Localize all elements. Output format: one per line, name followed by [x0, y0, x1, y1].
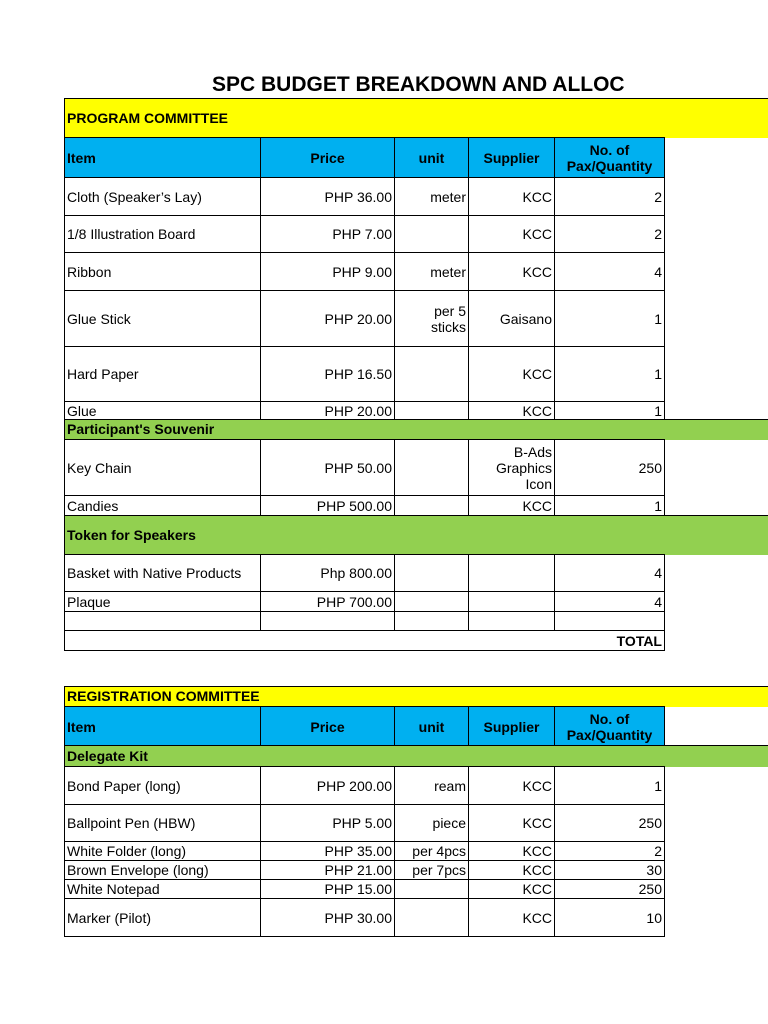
cell-item: Plaque — [65, 592, 261, 612]
cell-supplier: KCC — [469, 899, 555, 937]
souvenir-band — [64, 419, 768, 440]
cell-price: PHP 15.00 — [261, 880, 395, 899]
cell-qty: 30 — [555, 861, 665, 880]
cell-qty: 1 — [555, 767, 665, 805]
cell-price: PHP 200.00 — [261, 767, 395, 805]
cell-supplier: KCC — [469, 216, 555, 253]
cell-qty: 1 — [555, 291, 665, 347]
cell-unit — [395, 440, 469, 496]
cell-qty: 2 — [555, 216, 665, 253]
cell-supplier: KCC — [469, 347, 555, 402]
cell-unit — [395, 555, 469, 592]
token-band — [64, 515, 768, 555]
cell-unit — [395, 899, 469, 937]
table-row — [65, 555, 665, 592]
cell-item: White Notepad — [65, 880, 261, 899]
cell-item: Marker (Pilot) — [65, 899, 261, 937]
cell-item: Ballpoint Pen (HBW) — [65, 805, 261, 842]
cell-supplier: KCC — [469, 861, 555, 880]
header-qty: No. of Pax/Quantity — [555, 707, 665, 747]
cell-price: PHP 700.00 — [261, 592, 395, 612]
cell-unit — [395, 216, 469, 253]
cell-empty — [65, 612, 261, 631]
cell-item: Candies — [65, 496, 261, 516]
table-row — [65, 402, 665, 421]
table-row — [65, 216, 665, 253]
cell-empty — [395, 612, 469, 631]
cell-qty: 250 — [555, 805, 665, 842]
cell-item: Glue — [65, 402, 261, 421]
cell-price: PHP 36.00 — [261, 178, 395, 216]
cell-unit: meter — [395, 253, 469, 291]
program-committee-band — [64, 98, 768, 138]
header-price: Price — [261, 707, 395, 747]
souvenir-label: Participant's Souvenir — [67, 421, 215, 437]
cell-price: Php 800.00 — [261, 555, 395, 592]
cell-empty — [555, 612, 665, 631]
cell-supplier: KCC — [469, 767, 555, 805]
cell-qty: 4 — [555, 253, 665, 291]
cell-item: Key Chain — [65, 440, 261, 496]
cell-price: PHP 30.00 — [261, 899, 395, 937]
cell-item: Hard Paper — [65, 347, 261, 402]
cell-supplier: KCC — [469, 402, 555, 421]
cell-qty: 2 — [555, 842, 665, 861]
cell-unit — [395, 402, 469, 421]
cell-price: PHP 7.00 — [261, 216, 395, 253]
header-price: Price — [261, 138, 395, 178]
cell-price: PHP 20.00 — [261, 402, 395, 421]
table-row — [65, 496, 665, 516]
cell-qty: 1 — [555, 402, 665, 421]
cell-supplier — [469, 592, 555, 612]
table-row — [65, 440, 665, 496]
cell-qty: 250 — [555, 880, 665, 899]
total-label: TOTAL — [65, 631, 665, 651]
total-row — [65, 631, 665, 651]
cell-qty: 2 — [555, 178, 665, 216]
cell-item: Brown Envelope (long) — [65, 861, 261, 880]
header-unit: unit — [395, 707, 469, 747]
cell-qty: 10 — [555, 899, 665, 937]
cell-supplier: KCC — [469, 496, 555, 516]
header-qty: No. of Pax/Quantity — [555, 138, 665, 178]
cell-price: PHP 35.00 — [261, 842, 395, 861]
cell-qty: 4 — [555, 592, 665, 612]
header-row — [65, 707, 665, 747]
token-label: Token for Speakers — [67, 527, 196, 543]
cell-empty — [469, 612, 555, 631]
cell-unit — [395, 496, 469, 516]
registration-table — [64, 766, 665, 937]
cell-supplier: KCC — [469, 842, 555, 861]
cell-unit: per 7pcs — [395, 861, 469, 880]
cell-unit — [395, 347, 469, 402]
cell-supplier — [469, 555, 555, 592]
table-row — [65, 347, 665, 402]
cell-unit: per 5 sticks — [395, 291, 469, 347]
cell-price: PHP 16.50 — [261, 347, 395, 402]
table-row — [65, 178, 665, 216]
cell-supplier: KCC — [469, 805, 555, 842]
token-table — [64, 554, 665, 651]
cell-price: PHP 21.00 — [261, 861, 395, 880]
header-supplier: Supplier — [469, 707, 555, 747]
registration-committee-label: REGISTRATION COMMITTEE — [67, 688, 260, 704]
table-row — [65, 767, 665, 805]
cell-unit: per 4pcs — [395, 842, 469, 861]
cell-item: Cloth (Speaker’s Lay) — [65, 178, 261, 216]
cell-supplier: KCC — [469, 253, 555, 291]
cell-unit — [395, 880, 469, 899]
registration-committee-band — [64, 686, 768, 707]
cell-item: 1/8 Illustration Board — [65, 216, 261, 253]
delegate-kit-band — [64, 745, 768, 767]
cell-empty — [261, 612, 395, 631]
cell-item: Bond Paper (long) — [65, 767, 261, 805]
cell-supplier: KCC — [469, 178, 555, 216]
header-item: Item — [65, 138, 261, 178]
table-row — [65, 842, 665, 861]
cell-price: PHP 50.00 — [261, 440, 395, 496]
cell-price: PHP 500.00 — [261, 496, 395, 516]
header-item: Item — [65, 707, 261, 747]
cell-qty: 250 — [555, 440, 665, 496]
cell-qty: 1 — [555, 496, 665, 516]
cell-item: White Folder (long) — [65, 842, 261, 861]
cell-price: PHP 20.00 — [261, 291, 395, 347]
cell-unit: piece — [395, 805, 469, 842]
table-row — [65, 291, 665, 347]
delegate-kit-label: Delegate Kit — [67, 748, 148, 764]
cell-unit: meter — [395, 178, 469, 216]
table-row — [65, 805, 665, 842]
cell-qty: 4 — [555, 555, 665, 592]
souvenir-table — [64, 439, 665, 516]
table-row — [65, 612, 665, 631]
cell-supplier: Gaisano — [469, 291, 555, 347]
header-supplier: Supplier — [469, 138, 555, 178]
cell-item: Basket with Native Products — [65, 555, 261, 592]
cell-price: PHP 9.00 — [261, 253, 395, 291]
table-row — [65, 861, 665, 880]
header-unit: unit — [395, 138, 469, 178]
cell-price: PHP 5.00 — [261, 805, 395, 842]
table-row — [65, 253, 665, 291]
cell-supplier: KCC — [469, 880, 555, 899]
table-row — [65, 592, 665, 612]
cell-unit — [395, 592, 469, 612]
cell-unit: ream — [395, 767, 469, 805]
cell-supplier: B-Ads Graphics Icon — [469, 440, 555, 496]
table-row — [65, 880, 665, 899]
header-row — [65, 138, 665, 178]
cell-item: Ribbon — [65, 253, 261, 291]
program-table — [64, 137, 665, 421]
registration-header-table — [64, 706, 665, 747]
cell-qty: 1 — [555, 347, 665, 402]
page-title: SPC BUDGET BREAKDOWN AND ALLOC — [212, 73, 625, 96]
cell-item: Glue Stick — [65, 291, 261, 347]
table-row — [65, 899, 665, 937]
program-committee-label: PROGRAM COMMITTEE — [67, 110, 228, 126]
